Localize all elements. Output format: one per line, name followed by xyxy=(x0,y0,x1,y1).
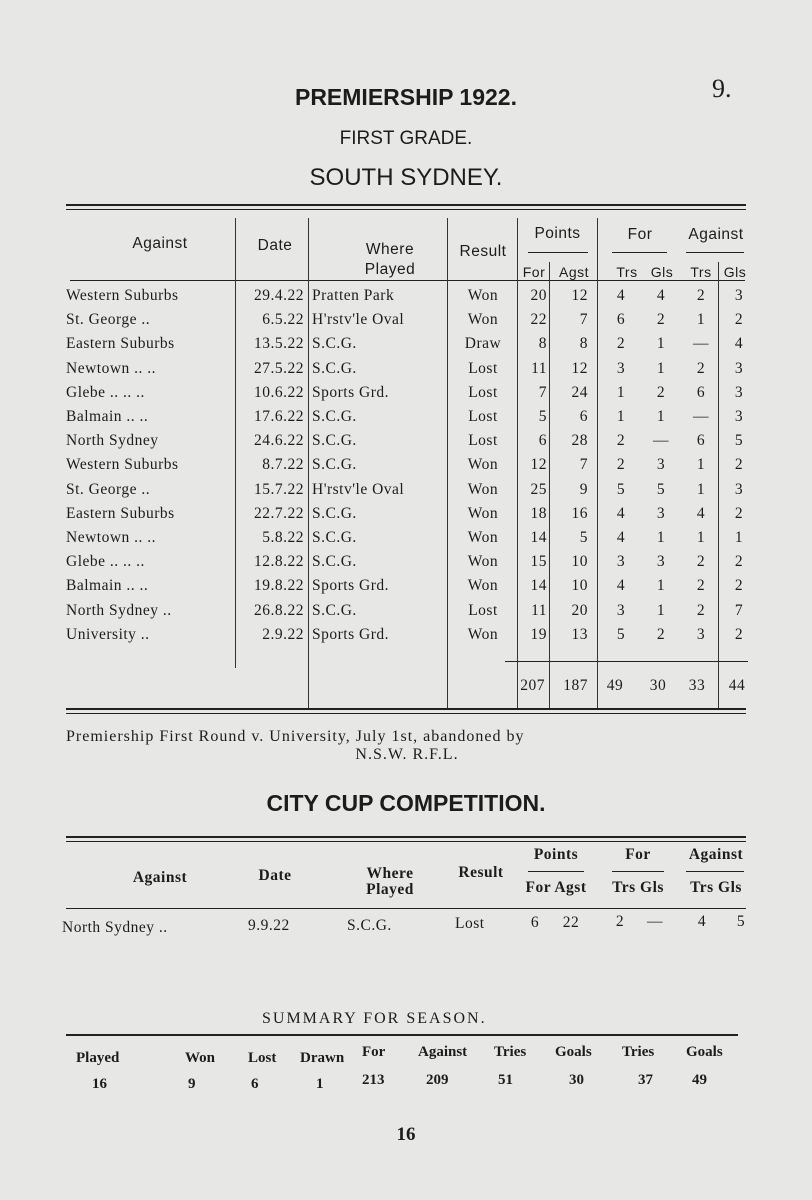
col-header-against-group: Against xyxy=(688,226,744,243)
cell-for-goals: 4 xyxy=(656,287,666,304)
cell-opponent: Eastern Suburbs xyxy=(66,504,175,522)
summary-rule xyxy=(66,1034,738,1036)
for-underline xyxy=(612,252,667,253)
cell-result: Won xyxy=(467,529,499,546)
cell-for-goals: 3 xyxy=(656,456,666,474)
cell-for-tries: 4 xyxy=(616,577,626,595)
cell-ground: Sports Grd. xyxy=(312,383,389,401)
cell-points-against: 7 xyxy=(579,456,588,474)
cup-header-date: Date xyxy=(258,867,292,884)
table-row xyxy=(0,626,812,650)
cell-opponent: St. George .. xyxy=(66,311,151,329)
cell-points-for: 22 xyxy=(530,311,547,329)
table-row xyxy=(0,335,812,359)
col-header-against-goals: Gls xyxy=(723,264,747,280)
cell-points-for: 15 xyxy=(530,553,547,571)
cell-date: 27.5.22 xyxy=(254,359,304,377)
cell-ground: Sports Grd. xyxy=(312,577,389,595)
summary-value: 213 xyxy=(362,1072,385,1088)
cell-date: 10.6.22 xyxy=(254,383,304,401)
table-row xyxy=(0,432,812,456)
cell-against-goals: 1 xyxy=(734,529,744,546)
summary-label: Tries xyxy=(494,1044,527,1060)
summary-value: 16 xyxy=(92,1076,107,1092)
cell-points-for: 7 xyxy=(538,383,547,401)
against-underline xyxy=(686,252,744,253)
col-header-points-agst: Agst xyxy=(558,264,589,280)
cell-opponent: Glebe .. .. .. xyxy=(66,553,145,571)
cell-date: 12.8.22 xyxy=(254,553,304,571)
summary-value: 6 xyxy=(251,1076,259,1092)
table-row xyxy=(0,505,812,529)
cell-date: 24.6.22 xyxy=(254,432,304,450)
cell-opponent: Eastern Suburbs xyxy=(66,335,175,353)
cup-date: 9.9.22 xyxy=(248,917,290,934)
col-header-for-tries: Trs xyxy=(616,264,638,280)
cell-points-against: 10 xyxy=(571,577,588,595)
cell-against-goals: 2 xyxy=(734,625,744,643)
cell-against-tries: 2 xyxy=(696,359,706,377)
table-row xyxy=(0,311,812,335)
cup-points-for: 6 xyxy=(530,914,540,931)
col-header-date: Date xyxy=(257,237,293,254)
cell-against-tries: 2 xyxy=(696,553,706,571)
cell-against-tries: 1 xyxy=(696,480,706,498)
cell-ground: Sports Grd. xyxy=(312,625,389,643)
cell-for-tries: 1 xyxy=(616,408,626,425)
col-header-for-goals: Gls xyxy=(650,264,674,280)
summary-title: SUMMARY FOR SEASON. xyxy=(262,1010,487,1027)
cell-opponent: University .. xyxy=(66,625,150,643)
cup-against-underline xyxy=(686,871,744,872)
cup-header-against: Against xyxy=(132,869,188,886)
cell-against-goals: 3 xyxy=(734,287,744,304)
cell-date: 29.4.22 xyxy=(254,287,304,304)
cell-for-tries: 4 xyxy=(616,504,626,522)
cell-ground: S.C.G. xyxy=(312,359,357,377)
summary-value: 49 xyxy=(692,1072,707,1088)
cell-points-against: 9 xyxy=(579,480,588,498)
cell-points-for: 12 xyxy=(530,456,547,474)
cell-points-for: 11 xyxy=(531,359,547,377)
cell-result: Won xyxy=(467,311,499,329)
cell-points-for: 19 xyxy=(530,625,547,643)
page-title: PREMIERSHIP 1922. xyxy=(294,84,517,110)
cell-against-goals: 3 xyxy=(734,408,744,425)
cell-points-for: 18 xyxy=(530,504,547,522)
cell-for-tries: 4 xyxy=(616,529,626,546)
col-header-played: Played xyxy=(364,261,416,278)
cup-header-rule xyxy=(66,908,746,909)
abandoned-match-note xyxy=(66,728,748,764)
cell-date: 15.7.22 xyxy=(254,480,304,498)
cup-for-underline xyxy=(612,871,664,872)
summary-value: 30 xyxy=(569,1072,584,1088)
table-row xyxy=(0,602,812,626)
table-bottom-rule-inner xyxy=(66,713,746,714)
cell-points-against: 5 xyxy=(579,529,588,546)
cell-against-tries: 2 xyxy=(696,577,706,595)
cell-against-goals: 2 xyxy=(734,311,744,329)
cup-header-result: Result xyxy=(458,864,504,881)
cell-against-tries: 2 xyxy=(696,601,706,619)
cell-points-against: 12 xyxy=(571,359,588,377)
cell-points-for: 6 xyxy=(538,432,547,450)
cell-for-tries: 3 xyxy=(616,359,626,377)
cell-points-for: 25 xyxy=(530,480,547,498)
cell-opponent: Newtown .. .. xyxy=(66,529,157,546)
cell-for-tries: 2 xyxy=(616,335,626,353)
cup-for-goals: — xyxy=(647,913,663,930)
cell-for-tries: 2 xyxy=(616,432,626,450)
cell-result: Lost xyxy=(468,359,498,377)
summary-label: Against xyxy=(418,1044,468,1060)
cell-points-against: 7 xyxy=(579,311,588,329)
summary-label: For xyxy=(362,1044,386,1060)
table-row xyxy=(0,384,812,408)
cell-result: Won xyxy=(467,553,499,571)
cell-against-goals: 2 xyxy=(734,504,744,522)
cell-date: 13.5.22 xyxy=(254,335,304,353)
summary-value: 1 xyxy=(316,1076,324,1092)
cell-result: Won xyxy=(467,480,499,498)
cell-for-tries: 4 xyxy=(616,287,626,304)
cell-for-goals: 1 xyxy=(656,577,666,595)
table-row xyxy=(0,456,812,480)
col-header-where: Where xyxy=(365,241,415,258)
col-header-result: Result xyxy=(459,243,507,260)
summary-label: Drawn xyxy=(300,1050,345,1066)
cup-header-where: Where xyxy=(366,865,414,882)
totals-rule xyxy=(505,661,748,662)
cell-for-goals: 3 xyxy=(656,553,666,571)
total-against-goals: 44 xyxy=(728,677,746,694)
cell-ground: Pratten Park xyxy=(312,287,395,304)
cell-points-against: 8 xyxy=(579,335,588,353)
cell-opponent: St. George .. xyxy=(66,480,151,498)
cell-points-for: 14 xyxy=(530,577,547,595)
cup-against-tries: 4 xyxy=(697,913,707,930)
cell-date: 6.5.22 xyxy=(262,311,304,329)
cell-points-for: 8 xyxy=(538,335,547,353)
cup-points-underline xyxy=(528,871,584,872)
cell-date: 19.8.22 xyxy=(254,577,304,595)
cup-opponent: North Sydney .. xyxy=(62,919,168,936)
handwritten-page-mark: 9. xyxy=(712,74,732,103)
cell-opponent: Western Suburbs xyxy=(66,456,179,474)
summary-label: Goals xyxy=(555,1044,592,1060)
cell-against-tries: 1 xyxy=(696,529,706,546)
cell-ground: S.C.G. xyxy=(312,432,357,450)
cup-header-against-trs-gls: Trs Gls xyxy=(690,879,742,896)
cell-for-tries: 3 xyxy=(616,601,626,619)
cell-date: 26.8.22 xyxy=(254,601,304,619)
cell-opponent: Balmain .. .. xyxy=(66,577,149,595)
cell-ground: H'rstv'le Oval xyxy=(312,480,405,498)
cell-against-tries: — xyxy=(693,408,709,425)
cup-header-for-trs-gls: Trs Gls xyxy=(612,879,664,896)
cell-for-tries: 5 xyxy=(616,480,626,498)
cup-header-played: Played xyxy=(366,881,414,898)
table-row xyxy=(0,287,812,311)
cup-header-points: Points xyxy=(533,846,579,863)
cell-opponent: Balmain .. .. xyxy=(66,408,149,425)
cell-opponent: Newtown .. .. xyxy=(66,359,157,377)
cell-against-tries: — xyxy=(693,335,709,353)
total-points-for: 207 xyxy=(520,677,545,694)
summary-label: Goals xyxy=(686,1044,723,1060)
cell-points-against: 28 xyxy=(571,432,588,450)
cell-date: 8.7.22 xyxy=(262,456,304,474)
cell-against-goals: 2 xyxy=(734,553,744,571)
city-cup-title: CITY CUP COMPETITION. xyxy=(266,790,546,816)
summary-label: Played xyxy=(76,1050,120,1066)
cell-date: 2.9.22 xyxy=(262,625,304,643)
cell-against-tries: 4 xyxy=(696,504,706,522)
cell-against-tries: 6 xyxy=(696,383,706,401)
cell-opponent: Western Suburbs xyxy=(66,287,179,304)
cell-ground: S.C.G. xyxy=(312,335,357,353)
table-row xyxy=(0,553,812,577)
cup-result: Lost xyxy=(455,915,485,932)
col-header-points: Points xyxy=(534,225,581,242)
cell-ground: S.C.G. xyxy=(312,601,357,619)
table-bottom-rule xyxy=(66,708,746,710)
cell-points-against: 6 xyxy=(579,408,588,425)
cell-points-for: 14 xyxy=(530,529,547,546)
cell-points-for: 5 xyxy=(538,408,547,425)
total-for-tries: 49 xyxy=(606,677,624,694)
cell-points-against: 13 xyxy=(571,625,588,643)
note-line-1: Premiership First Round v. University, July 1st, abandoned by xyxy=(66,728,525,745)
summary-value: 209 xyxy=(426,1072,449,1088)
cell-against-goals: 3 xyxy=(734,480,744,498)
cell-for-tries: 2 xyxy=(616,456,626,474)
cell-for-goals: 2 xyxy=(656,311,666,329)
cell-opponent: North Sydney xyxy=(66,432,159,450)
cell-against-goals: 3 xyxy=(734,383,744,401)
cup-header-against-group: Against xyxy=(688,846,744,863)
col-header-points-for: For xyxy=(522,264,546,280)
cell-result: Won xyxy=(467,287,499,304)
cell-for-goals: 3 xyxy=(656,504,666,522)
table-row xyxy=(0,529,812,553)
total-for-goals: 30 xyxy=(649,677,667,694)
cell-for-goals: 2 xyxy=(656,383,666,401)
cell-for-goals: 1 xyxy=(656,408,666,425)
cell-for-goals: 1 xyxy=(656,359,666,377)
table-row xyxy=(0,481,812,505)
cup-header-for-group: For xyxy=(625,846,651,863)
cell-result: Won xyxy=(467,456,499,474)
cell-result: Draw xyxy=(464,335,502,353)
total-points-against: 187 xyxy=(563,677,588,694)
cell-against-tries: 1 xyxy=(696,456,706,474)
cup-against-goals: 5 xyxy=(736,913,746,930)
total-against-tries: 33 xyxy=(688,677,706,694)
table-top-rule xyxy=(66,204,746,206)
cell-for-goals: 2 xyxy=(656,625,666,643)
cell-for-goals: 1 xyxy=(656,601,666,619)
cell-points-against: 10 xyxy=(571,553,588,571)
cell-against-goals: 3 xyxy=(734,359,744,377)
cell-opponent: Glebe .. .. .. xyxy=(66,383,145,401)
cell-points-for: 11 xyxy=(531,601,547,619)
table-row xyxy=(0,577,812,601)
cup-header-for-agst: For Agst xyxy=(525,879,587,896)
points-underline xyxy=(528,252,588,253)
cell-points-against: 16 xyxy=(571,504,588,522)
cell-against-tries: 3 xyxy=(696,625,706,643)
cup-ground: S.C.G. xyxy=(347,917,392,934)
summary-label: Won xyxy=(185,1050,216,1066)
cell-result: Lost xyxy=(468,383,498,401)
table-row xyxy=(0,408,812,432)
cell-date: 17.6.22 xyxy=(254,408,304,425)
summary-label: Lost xyxy=(248,1050,277,1066)
page-subtitle: FIRST GRADE. xyxy=(339,128,473,149)
cell-against-goals: 4 xyxy=(734,335,744,353)
cell-for-goals: 1 xyxy=(656,529,666,546)
summary-value: 51 xyxy=(498,1072,513,1088)
summary-value: 37 xyxy=(638,1072,653,1088)
cell-for-goals: 1 xyxy=(656,335,666,353)
cell-result: Lost xyxy=(468,601,498,619)
cell-for-tries: 3 xyxy=(616,553,626,571)
cup-top-rule xyxy=(66,836,746,838)
cup-points-against: 22 xyxy=(562,914,580,931)
col-header-against: Against xyxy=(132,235,188,252)
cell-points-against: 20 xyxy=(571,601,588,619)
cell-for-tries: 6 xyxy=(616,311,626,329)
cell-result: Won xyxy=(467,625,499,643)
cell-ground: S.C.G. xyxy=(312,529,357,546)
cell-date: 22.7.22 xyxy=(254,504,304,522)
cell-ground: S.C.G. xyxy=(312,553,357,571)
table-top-rule-inner xyxy=(66,209,746,210)
cell-result: Won xyxy=(467,577,499,595)
cup-for-tries: 2 xyxy=(615,913,625,930)
table-row xyxy=(0,360,812,384)
cup-top-rule-inner xyxy=(66,841,746,842)
cell-date: 5.8.22 xyxy=(262,529,304,546)
cell-points-against: 24 xyxy=(571,383,588,401)
note-line-2: N.S.W. R.F.L. xyxy=(355,746,459,763)
cell-ground: S.C.G. xyxy=(312,408,357,425)
cell-result: Lost xyxy=(468,408,498,425)
page-number: 16 xyxy=(396,1124,416,1145)
cell-against-tries: 6 xyxy=(696,432,706,450)
cell-against-goals: 5 xyxy=(734,432,744,450)
cell-result: Won xyxy=(467,504,499,522)
summary-value: 9 xyxy=(188,1076,196,1092)
cell-points-against: 12 xyxy=(571,287,588,304)
cell-for-goals: — xyxy=(653,432,669,450)
club-name: SOUTH SYDNEY. xyxy=(309,164,503,191)
cell-for-tries: 5 xyxy=(616,625,626,643)
cell-ground: H'rstv'le Oval xyxy=(312,311,405,329)
cell-ground: S.C.G. xyxy=(312,456,357,474)
cell-for-goals: 5 xyxy=(656,480,666,498)
col-header-for-group: For xyxy=(627,226,653,243)
cell-against-goals: 7 xyxy=(734,601,744,619)
cell-opponent: North Sydney .. xyxy=(66,601,172,619)
cell-against-tries: 2 xyxy=(696,287,706,304)
cell-ground: S.C.G. xyxy=(312,504,357,522)
cell-for-tries: 1 xyxy=(616,383,626,401)
summary-label: Tries xyxy=(622,1044,655,1060)
cell-against-tries: 1 xyxy=(696,311,706,329)
cell-against-goals: 2 xyxy=(734,577,744,595)
col-header-against-tries: Trs xyxy=(690,264,712,280)
cell-result: Lost xyxy=(468,432,498,450)
cell-points-for: 20 xyxy=(530,287,547,304)
cell-against-goals: 2 xyxy=(734,456,744,474)
